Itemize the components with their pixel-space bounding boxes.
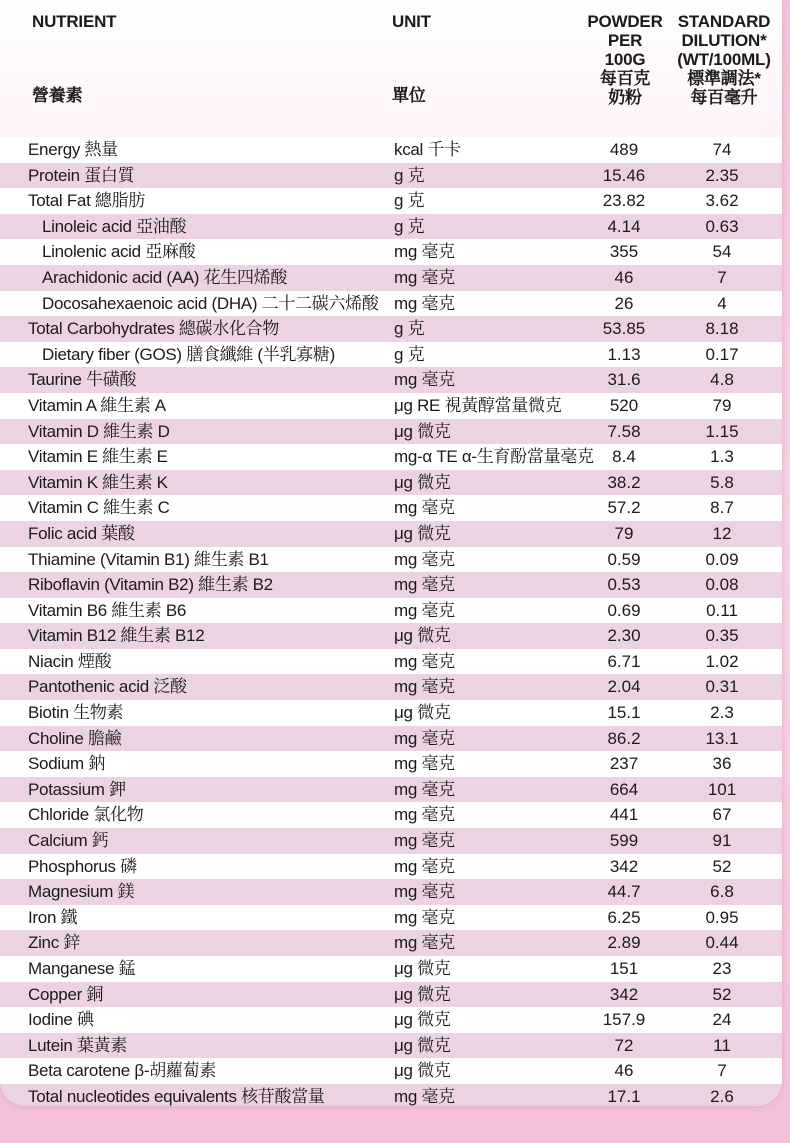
nutrient-name: Folic acid 葉酸 [28,523,135,543]
powder-value: 8.4 [612,447,636,467]
table-row [0,879,782,905]
powder-value: 46 [614,267,634,287]
powder-value: 0.69 [607,600,641,620]
unit-cell: g 克 [394,191,425,211]
table-row [0,777,782,803]
standard-value: 52 [712,856,732,876]
unit-cell: μg 微克 [394,472,451,492]
nutrient-name: Magnesium 鎂 [28,882,135,902]
unit-cell: μg 微克 [394,421,451,441]
standard-value: 2.35 [705,165,739,185]
nutrient-name: Docosahexaenoic acid (DHA) 二十二碳六烯酸 [42,293,379,313]
table-row [0,316,782,342]
nutrient-name: Lutein 葉黃素 [28,1035,128,1055]
table-row [0,495,782,521]
nutrient-name: Iodine 碘 [28,1010,94,1030]
powder-value: 1.13 [607,344,641,364]
unit-cell: μg 微克 [394,626,451,646]
unit-cell: mg 毫克 [394,370,455,390]
powder-value: 79 [614,523,634,543]
nutrient-name: Energy 熱量 [28,140,118,159]
powder-value: 38.2 [607,472,641,492]
table-row [0,239,782,265]
table-row [0,905,782,931]
nutrient-name: Arachidonic acid (AA) 花生四烯酸 [42,267,288,287]
table-row [0,802,782,828]
standard-value: 0.44 [705,933,739,953]
unit-cell: mg 毫克 [394,831,455,851]
nutrient-name: Linolenic acid 亞麻酸 [42,242,196,262]
table-row [0,265,782,291]
table-row [0,956,782,982]
standard-value: 101 [707,779,737,799]
table-row [0,1058,782,1084]
table-row [0,649,782,675]
powder-value: 520 [609,395,639,415]
unit-cell: mg 毫克 [394,754,455,774]
powder-value: 599 [609,831,639,851]
table-row [0,188,782,214]
nutrient-name: Dietary fiber (GOS) 膳食纖維 (半乳寡糖) [42,344,335,364]
powder-value: 53.85 [602,319,646,339]
nutrient-name: Zinc 鋅 [28,933,81,953]
table-row [0,393,782,419]
powder-value: 441 [609,805,639,825]
standard-value: 36 [712,754,732,774]
table-row [0,854,782,880]
powder-value: 23.82 [602,191,646,211]
powder-value: 57.2 [607,498,641,518]
standard-value: 1.3 [710,447,734,467]
unit-cell: μg RE 視黃醇當量微克 [394,395,562,415]
header-unit-zh: 單位 [392,86,426,105]
nutrient-name: Vitamin A 維生素 A [28,395,166,415]
nutrient-name: Vitamin B12 維生素 B12 [28,626,205,646]
powder-value: 342 [609,984,639,1004]
table-row [0,598,782,624]
standard-value: 6.8 [710,882,734,902]
table-row [0,700,782,726]
table-row [0,674,782,700]
powder-value: 7.58 [607,421,641,441]
unit-cell: mg 毫克 [394,779,455,799]
nutrient-name: Riboflavin (Vitamin B2) 維生素 B2 [28,575,273,595]
unit-cell: mg 毫克 [394,882,455,902]
powder-value: 46 [614,1061,634,1081]
nutrient-name: Choline 膽鹼 [28,728,122,748]
nutrient-name: Vitamin D 維生素 D [28,421,170,441]
powder-value: 2.89 [607,933,641,953]
header-standard-dilution: STANDARD DILUTION* (WT/100ML) 標準調法* 每百毫升 [677,12,771,107]
unit-cell: g 克 [394,216,425,236]
unit-cell: μg 微克 [394,1061,451,1081]
unit-cell: μg 微克 [394,959,451,978]
nutrient-name: Phosphorus 磷 [28,856,137,876]
powder-value: 15.1 [607,703,641,723]
standard-value: 7 [717,267,727,287]
unit-cell: g 克 [394,319,425,339]
powder-value: 26 [614,293,634,313]
powder-value: 342 [609,856,639,876]
table-row [0,137,782,163]
powder-value: 2.04 [607,677,641,697]
table-row [0,1084,782,1106]
nutrient-name: Total nucleotides equivalents 核苷酸當量 [28,1086,325,1106]
nutrient-name: Thiamine (Vitamin B1) 維生素 B1 [28,549,269,569]
unit-cell: μg 微克 [394,523,451,543]
nutrient-name: Pantothenic acid 泛酸 [28,677,187,697]
table-row [0,163,782,189]
table-row [0,1007,782,1033]
powder-value: 6.25 [607,907,641,927]
powder-value: 17.1 [607,1086,641,1106]
nutrient-name: Beta carotene β-胡蘿蔔素 [28,1061,217,1081]
nutrient-name: Taurine 牛磺酸 [28,370,137,390]
standard-value: 24 [712,1010,732,1030]
standard-value: 0.17 [705,344,739,364]
header-powder-per-100g: POWDER PER 100G 每百克 奶粉 [587,12,663,107]
standard-value: 0.11 [706,600,738,620]
table-row [0,982,782,1008]
standard-value: 74 [712,140,732,159]
table-header [0,0,782,137]
table-row [0,367,782,393]
powder-value: 0.59 [607,549,641,569]
standard-value: 0.35 [705,626,739,646]
unit-cell: mg 毫克 [394,242,455,262]
table-row [0,214,782,240]
table-row [0,419,782,445]
table-row [0,1033,782,1059]
unit-cell: mg 毫克 [394,575,455,595]
nutrient-name: Manganese 錳 [28,959,136,978]
table-body [0,137,782,1106]
nutrient-name: Sodium 鈉 [28,754,105,774]
standard-value: 13.1 [705,728,739,748]
unit-cell: mg 毫克 [394,293,455,313]
unit-cell: mg 毫克 [394,1086,455,1106]
unit-cell: μg 微克 [394,1035,451,1055]
unit-cell: μg 微克 [394,984,451,1004]
powder-value: 15.46 [602,165,646,185]
nutrient-name: Calcium 鈣 [28,831,109,851]
standard-value: 79 [712,395,732,415]
powder-value: 0.53 [607,575,641,595]
unit-cell: mg 毫克 [394,498,455,518]
nutrient-name: Niacin 煙酸 [28,651,112,671]
table-row [0,572,782,598]
standard-value: 4.8 [710,370,734,390]
standard-value: 4 [717,293,727,313]
nutrient-name: Total Carbohydrates 總碳水化合物 [28,319,280,339]
standard-value: 52 [712,984,732,1004]
standard-value: 5.8 [710,472,734,492]
powder-value: 6.71 [607,651,641,671]
powder-value: 355 [609,242,639,262]
nutrient-name: Potassium 鉀 [28,779,126,799]
nutrient-name: Vitamin C 維生素 C [28,498,170,518]
standard-value: 67 [712,805,732,825]
standard-value: 23 [712,959,732,978]
nutrient-name: Chloride 氯化物 [28,805,144,825]
standard-value: 0.09 [705,549,739,569]
table-row [0,291,782,317]
nutrient-name: Linoleic acid 亞油酸 [42,216,187,236]
table-row [0,751,782,777]
powder-value: 31.6 [607,370,641,390]
unit-cell: μg 微克 [394,703,451,723]
standard-value: 11 [713,1035,731,1055]
table-row [0,930,782,956]
standard-value: 3.62 [705,191,739,211]
unit-cell: mg 毫克 [394,933,455,953]
standard-value: 0.08 [705,575,739,595]
powder-value: 489 [609,140,639,159]
table-row [0,623,782,649]
standard-value: 12 [712,523,732,543]
nutrient-name: Biotin 生物素 [28,703,124,723]
nutrient-name: Vitamin K 維生素 K [28,472,168,492]
powder-value: 72 [614,1035,634,1055]
unit-cell: g 克 [394,165,425,185]
powder-value: 664 [609,779,639,799]
unit-cell: mg 毫克 [394,677,455,697]
standard-value: 2.6 [710,1086,734,1106]
nutrient-name: Total Fat 總脂肪 [28,191,146,211]
standard-value: 2.3 [710,703,734,723]
standard-value: 7 [717,1061,727,1081]
unit-cell: mg 毫克 [394,267,455,287]
powder-value: 4.14 [607,216,641,236]
standard-value: 1.15 [705,421,739,441]
standard-value: 0.63 [705,216,739,236]
header-nutrient: NUTRIENT [32,12,117,31]
unit-cell: mg 毫克 [394,805,455,825]
table-row [0,342,782,368]
powder-value: 237 [609,754,639,774]
table-row [0,547,782,573]
header-unit: UNIT [392,12,431,31]
unit-cell: mg-α TE α-生育酚當量毫克 [394,447,594,467]
standard-value: 0.31 [705,677,739,697]
table-row [0,726,782,752]
unit-cell: μg 微克 [394,1010,451,1030]
table-row [0,521,782,547]
powder-value: 2.30 [607,626,641,646]
table-row [0,444,782,470]
unit-cell: mg 毫克 [394,651,455,671]
nutrient-name: Vitamin B6 維生素 B6 [28,600,187,620]
table-row [0,828,782,854]
nutrient-name: Iron 鐵 [28,907,78,927]
unit-cell: mg 毫克 [394,856,455,876]
unit-cell: g 克 [394,344,425,364]
standard-value: 8.7 [710,498,734,518]
table-row [0,470,782,496]
standard-value: 1.02 [705,651,739,671]
unit-cell: kcal 千卡 [394,140,461,159]
nutrient-name: Vitamin E 維生素 E [28,447,168,467]
unit-cell: mg 毫克 [394,549,455,569]
nutrient-name: Protein 蛋白質 [28,165,135,185]
standard-value: 0.95 [705,907,739,927]
powder-value: 86.2 [607,728,641,748]
unit-cell: mg 毫克 [394,728,455,748]
standard-value: 91 [712,831,732,851]
standard-value: 54 [712,242,732,262]
powder-value: 44.7 [607,882,641,902]
standard-value: 8.18 [705,319,739,339]
nutrient-name: Copper 銅 [28,984,104,1004]
powder-value: 151 [609,959,639,978]
header-nutrient-zh: 營養素 [32,86,83,105]
unit-cell: mg 毫克 [394,600,455,620]
unit-cell: mg 毫克 [394,907,455,927]
powder-value: 157.9 [602,1010,646,1030]
